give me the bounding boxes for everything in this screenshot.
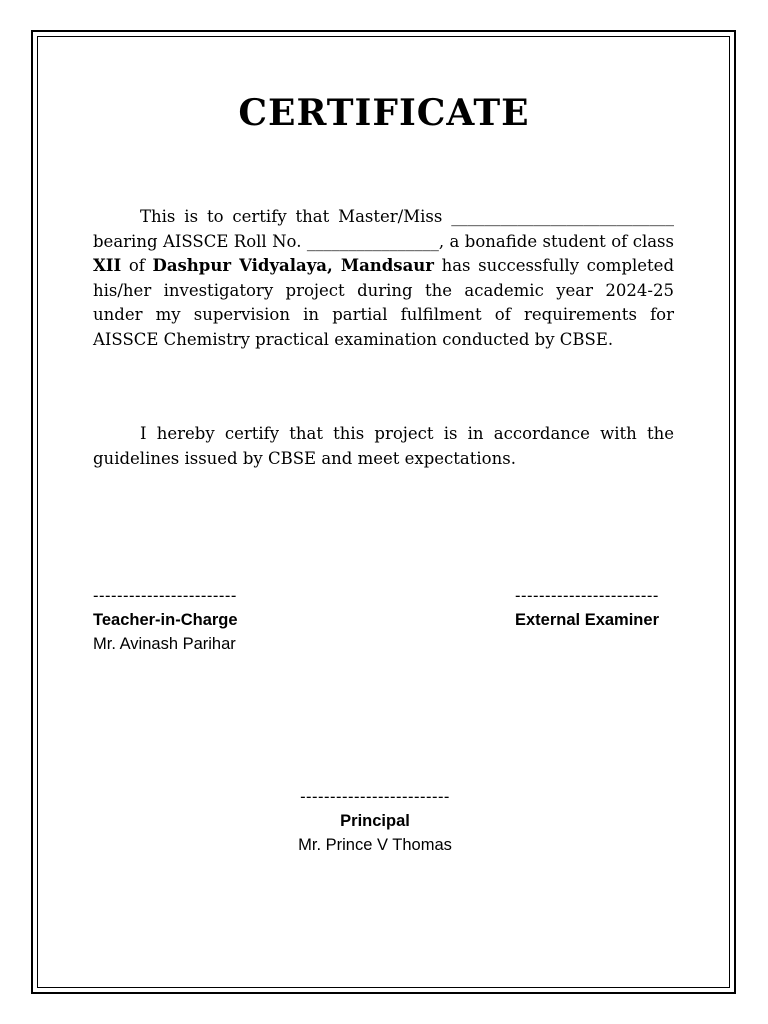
external-role: External Examiner xyxy=(515,611,659,629)
para1-intro: This is to certify that Master/Miss ___________________________ bearing AISSCE Roll No. ________________, a bonafide student of class xyxy=(93,207,674,251)
class-value: XII xyxy=(93,256,122,276)
teacher-signature-block xyxy=(93,584,238,656)
teacher-role: Teacher-in-Charge xyxy=(93,611,238,629)
guidelines-paragraph xyxy=(93,422,674,471)
external-signature-line: ------------------------ xyxy=(515,587,659,605)
principal-signature-block xyxy=(0,785,750,857)
teacher-signature-line: ------------------------ xyxy=(93,587,237,605)
principal-name: Mr. Prince V Thomas xyxy=(298,836,452,854)
para1-of: of xyxy=(121,256,153,276)
para2-text: I hereby certify that this project is in accordance with the guidelines issued by CBSE and meet expectations. xyxy=(93,424,674,468)
principal-signature-line: ------------------------- xyxy=(300,788,450,806)
school-name: Dashpur Vidyalaya, Mandsaur xyxy=(152,256,434,276)
teacher-name: Mr. Avinash Parihar xyxy=(93,635,236,653)
principal-role: Principal xyxy=(340,812,410,830)
certification-paragraph xyxy=(93,205,674,353)
para1-rest: has successfully completed his/her investigatory project during the academic year 2024-25 under my supervision in partial fulfilment of requirements for AISSCE Chemistry practical examination conducted by CBSE. xyxy=(93,256,675,349)
external-examiner-signature-block xyxy=(515,584,659,632)
certificate-title: CERTIFICATE xyxy=(238,92,530,134)
